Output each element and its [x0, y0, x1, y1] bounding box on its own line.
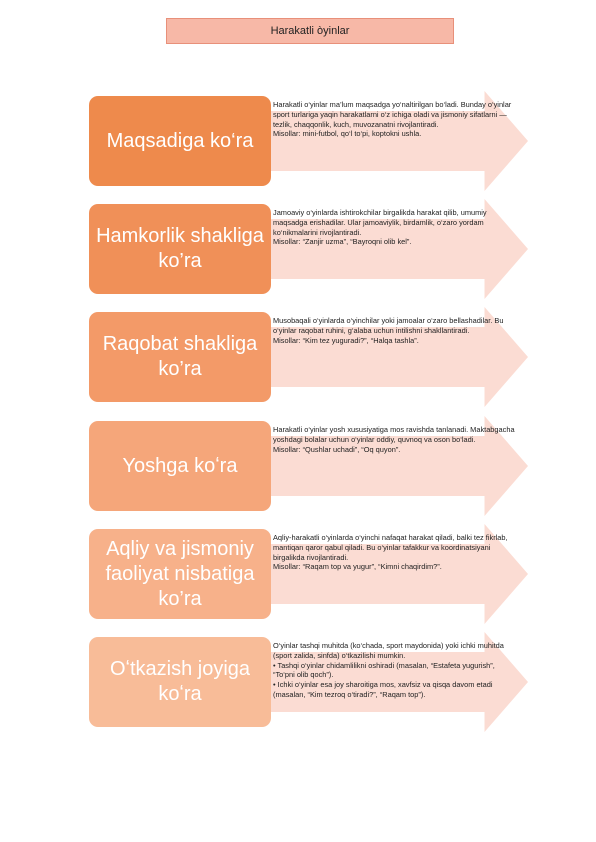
category-description [273, 425, 515, 454]
category-row [0, 416, 596, 516]
category-row [0, 307, 596, 407]
category-row [0, 632, 596, 732]
description-line: Harakatli o‘yinlar ma’lum maqsadga yo‘naltirilgan bo‘ladi. Bunday o‘yinlar sport turlariga yaqin harakatlarni o‘z ichiga oladi va jismoniy sifatlarni — tezlik, chaqqonlik, kuch, muvozanatni rivojlantiradi. [273, 100, 512, 129]
category-description [273, 641, 515, 700]
description-line: Misollar: mini-futbol, qo‘l to‘pi, koptokni ushla. [273, 129, 422, 139]
category-row [0, 524, 596, 624]
description-line: Aqliy-harakatli o‘yinlarda o‘yinchi nafaqat harakat qiladi, balki tez fikrlab, mantiqan qaror qabul qiladi. Bu o‘yinlar tafakkur va koordinatsiyani birgalikda rivojlantiradi. [273, 533, 508, 562]
category-label-box: Aqliy va jismoniy faoliyat nisbatiga ko’ra [89, 529, 271, 619]
category-label-box: Yoshga koʻra [89, 421, 271, 511]
description-line: O‘yinlar tashqi muhitda (ko‘chada, sport maydonida) yoki ichki muhitda (sport zalida, sinfda) o‘tkazilishi mumkin. [273, 641, 504, 660]
description-line: Misollar: “Kim tez yuguradi?”, “Halqa tashla”. [273, 335, 419, 345]
category-label-box: Hamkorlik shakliga ko’ra [89, 204, 271, 294]
description-line: Musobaqali o‘yinlarda o‘yinchilar yoki jamoalar o‘zaro bellashadilar. Bu o‘yinlar raqobat ruhini, g‘alaba uchun intilishni shakllantiradi. [273, 316, 504, 335]
category-description [273, 100, 515, 139]
category-row [0, 91, 596, 191]
category-label-box: Maqsadiga ko‘ra [89, 96, 271, 186]
category-description [273, 316, 515, 345]
description-line: • Tashqi o‘yinlar chidamlilikni oshiradi (masalan, “Estafeta yugurish”, “To‘pni olib qoch”). [273, 660, 495, 680]
description-line: Harakatli o‘yinlar yosh xususiyatiga mos ravishda tanlanadi. Maktabgacha yoshdagi bolalar uchun o‘yinlar oddiy, quvnoq va oson bo‘ladi. [273, 425, 515, 444]
category-description [273, 533, 515, 572]
category-label-box: Oʻtkazish joyiga koʻra [89, 637, 271, 727]
category-label-box: Raqobat shakliga ko’ra [89, 312, 271, 402]
description-line: Misollar: “Zanjir uzma”, “Bayroqni olib kel”. [273, 237, 412, 247]
description-line: Misollar: “Raqam top va yugur”, “Kimni chaqirdim?”. [273, 562, 442, 572]
category-description [273, 208, 515, 247]
description-line: Misollar: “Qushlar uchadi”, “Oq quyon”. [273, 444, 401, 454]
description-line: Jamoaviy o‘yinlarda ishtirokchilar birgalikda harakat qilib, umumiy maqsadga erishadilar. Ular jamoaviylik, birdamlik, o‘zaro yordam ko‘nikmalarini rivojlantiradi. [273, 208, 487, 237]
description-line: • Ichki o‘yinlar esa joy sharoitiga mos, xavfsiz va qisqa davom etadi (masalan, “Kim tezroq o‘tiradi?”, “Raqam top”). [273, 680, 493, 699]
diagram-title: Harakatli òyinlar [166, 18, 454, 44]
category-row [0, 199, 596, 299]
